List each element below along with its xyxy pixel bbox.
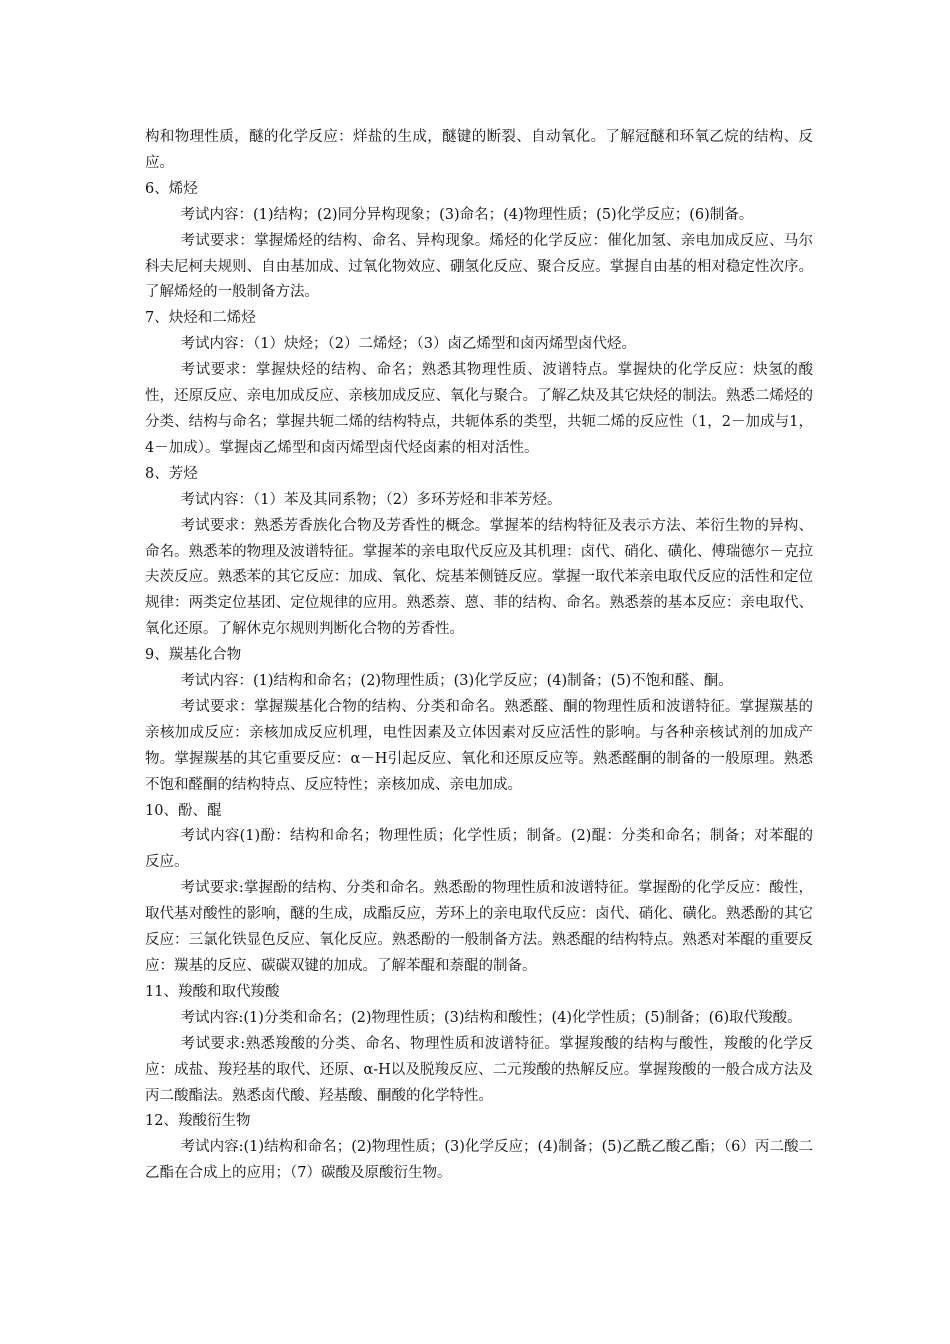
paragraph-carbonyls-content: 考试内容：(1)结构和命名；(2)物理性质；(3)化学反应；(4)制备；(5)不饱和醛、酮。 (180, 673, 733, 690)
paragraph-phenols-requirements: 考试要求:掌握酚的结构、分类和命名。熟悉酚的物理性质和波谱特征。掌握酚的化学反应：酸性，取代基对酸性的影响，醚的生成，成酯反应，芳环上的亲电取代反应：卤代、硝化、磺化。熟悉酚的其它反应：三氯化铁显色反应、氧化反应。熟悉酚的一般制备方法。熟悉醌的结构特点。熟悉对苯醌的重要反应：羰基的反应、碳碳双键的加成。了解苯醌和萘醌的制备。 (145, 880, 813, 974)
section-heading-carboxylic-acids: 11、羧酸和取代羧酸 (145, 983, 280, 1000)
section-heading-phenols-quinones: 10、酚、醌 (145, 802, 222, 819)
section-heading-alkenes: 6、烯烃 (145, 180, 198, 197)
document-body (145, 125, 813, 1187)
section-heading-alkynes-dienes: 7、炔烃和二烯烃 (145, 310, 256, 327)
paragraph-derivatives-content: 考试内容:(1)结构和命名；(2)物理性质；(3)化学反应；(4)制备；(5)乙酰乙酸乙酯；（6）丙二酸二乙酯在合成上的应用；（7）碳酸及原酸衍生物。 (145, 1139, 813, 1182)
section-heading-carbonyls: 9、羰基化合物 (145, 647, 242, 664)
paragraph-alkynes-content: 考试内容：（1）炔烃；（2）二烯烃；（3）卤乙烯型和卤丙烯型卤代烃。 (180, 336, 636, 353)
paragraph-aromatics-requirements: 考试要求：熟悉芳香族化合物及芳香性的概念。掌握苯的结构特征及表示方法、苯衍生物的异构、命名。熟悉苯的物理及波谱特征。掌握苯的亲电取代反应及其机理：卤代、硝化、磺化、傅瑞德尔－克拉夫茨反应。熟悉苯的其它反应：加成、氧化、烷基苯侧链反应。掌握一取代苯亲电取代反应的活性和定位规律：两类定位基团、定位规律的应用。熟悉萘、蒽、菲的结构、命名。熟悉萘的基本反应：亲电取代、氧化还原。了解休克尔规则判断化合物的芳香性。 (145, 517, 813, 638)
paragraph-phenols-content: 考试内容(1)酚：结构和命名；物理性质；化学性质；制备。(2)醌：分类和命名；制备；对苯醌的反应。 (145, 828, 813, 871)
section-heading-aromatics: 8、芳烃 (145, 465, 198, 482)
section-heading-acid-derivatives: 12、羧酸衍生物 (145, 1113, 251, 1130)
paragraph-alkenes-requirements: 考试要求：掌握烯烃的结构、命名、异构现象。烯烃的化学反应：催化加氢、亲电加成反应、马尔科夫尼柯夫规则、自由基加成、过氧化物效应、硼氢化反应、聚合反应。掌握自由基的相对稳定性次序。了解烯烃的一般制备方法。 (145, 232, 813, 301)
paragraph-aromatics-content: 考试内容：（1）苯及其同系物；（2）多环芳烃和非苯芳烃。 (180, 491, 562, 508)
paragraph-alkenes-content: 考试内容：(1)结构；(2)同分异构现象；(3)命名；(4)物理性质；(5)化学反应；(6)制备。 (180, 206, 754, 223)
paragraph-ether-continued: 构和物理性质，醚的化学反应：烊盐的生成，醚键的断裂、自动氧化。了解冠醚和环氧乙烷的结构、反应。 (145, 129, 813, 171)
paragraph-carboxylic-requirements: 考试要求:熟悉羧酸的分类、命名、物理性质和波谱特征。掌握羧酸的结构与酸性，羧酸的化学反应：成盐、羧羟基的取代、还原、α-H以及脱羧反应、二元羧酸的热解反应。掌握羧酸的一般合成方法及丙二酸酯法。熟悉卤代酸、羟基酸、酮酸的化学特性。 (145, 1035, 813, 1104)
paragraph-carboxylic-content: 考试内容:(1)分类和命名；(2)物理性质；(3)结构和酸性；(4)化学性质；(5)制备；(6)取代羧酸。 (180, 1009, 802, 1026)
paragraph-alkynes-requirements: 考试要求：掌握炔烃的结构、命名；熟悉其物理性质、波谱特点。掌握炔的化学反应：炔氢的酸性，还原反应、亲电加成反应、亲核加成反应、氧化与聚合。了解乙炔及其它炔烃的制法。熟悉二烯烃的分类、结构与命名；掌握共轭二烯的结构特点，共轭体系的类型，共轭二烯的反应性（1，2－加成与1，4－加成）。掌握卤乙烯型和卤丙烯型卤代烃卤素的相对活性。 (145, 362, 813, 456)
paragraph-carbonyls-requirements: 考试要求：掌握羰基化合物的结构、分类和命名。熟悉醛、酮的物理性质和波谱特征。掌握羰基的亲核加成反应：亲核加成反应机理，电性因素及立体因素对反应活性的影响。与各种亲核试剂的加成产物。掌握羰基的其它重要反应：α－H引起反应、氧化和还原反应等。熟悉醛酮的制备的一般原理。熟悉不饱和醛酮的结构特点、反应特性；亲核加成、亲电加成。 (145, 698, 813, 793)
